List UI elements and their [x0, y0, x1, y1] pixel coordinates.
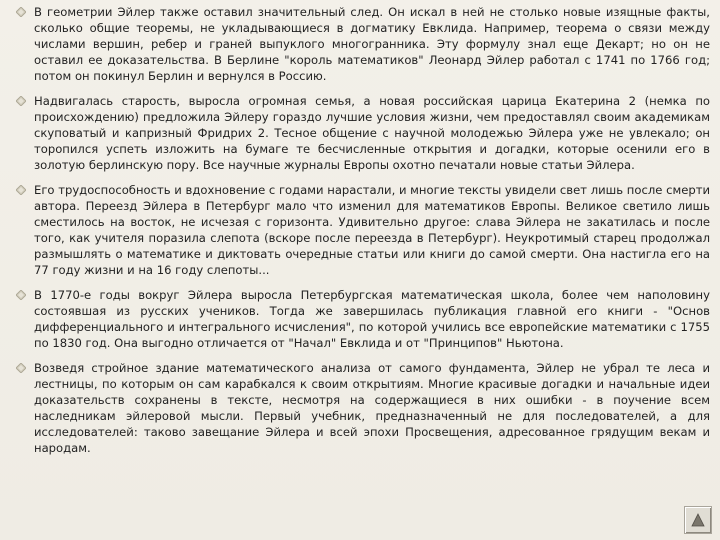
bullet-text: В геометрии Эйлер также оставил значительный след. Он искал в ней не столько новые изящные факты, сколько общие теоремы, не укладывающиеся в догматику Евклида. Например, теорема о связи между числами вершин, ребер и граней выпуклого многогранника. Эту формулу знал еще Декарт; но он не оставил ее доказательства. В Берлине "король математиков" Леонард Эйлер работал с 1741 по 1766 год; потом он покинул Берлин и вернулся в Россию.	[34, 5, 710, 83]
bullet-item	[14, 93, 710, 173]
bullet-text: Надвигалась старость, выросла огромная семья, а новая российская царица Екатерина 2 (немка по происхождению) предложила Эйлеру гораздо лучшие условия жизни, чем предоставлял своим академикам скуповатый и капризный Фридрих 2. Тесное общение с научной молодежью Эйлера уже не увлекало; он торопился успеть изложить на бумаге те бесчисленные открытия и догадки, которые осенили его в золотую берлинскую пору. Все научные журналы Европы охотно печатали новые статьи Эйлера.	[34, 94, 710, 172]
home-triangle-icon	[690, 512, 706, 528]
bullet-text: Возведя стройное здание математического анализа от самого фундамента, Эйлер не убрал те леса и лестницы, по которым он сам карабкался к своим открытиям. Многие красивые догадки и начальные идеи доказательств сохранены в тексте, несмотря на содержащиеся в них ошибки - в поучение всем наследникам эйлеровой мысли. Первый учебник, предназначенный не для последователей, а для исследователей: таково завещание Эйлера и всей эпохи Просвещения, адресованное грядущим векам и народам.	[34, 361, 710, 455]
bullet-item	[14, 360, 710, 456]
diamond-bullet-icon	[16, 96, 26, 106]
diamond-bullet-icon	[16, 290, 26, 300]
diamond-bullet-icon	[16, 7, 26, 17]
bullet-item	[14, 182, 710, 278]
diamond-bullet-icon	[16, 363, 26, 373]
bullet-text: В 1770-е годы вокруг Эйлера выросла Петербургская математическая школа, более чем наполовину состоявшая из русских учеников. Тогда же завершилась публикация главной его книги - "Основ дифференциального и интегрального исчисления", по которой учились все европейские математики с 1755 по 1830 год. Она выгодно отличается от "Начал" Евклида и от "Принципов" Ньютона.	[34, 288, 710, 350]
diamond-bullet-icon	[16, 185, 26, 195]
bullet-item	[14, 4, 710, 84]
bullet-item	[14, 287, 710, 351]
bullet-list	[14, 4, 710, 465]
bullet-text: Его трудоспособность и вдохновение с годами нарастали, и многие тексты увидели свет лишь после смерти автора. Переезд Эйлера в Петербург мало что изменил для математиков Европы. Великое светило лишь сместилось на восток, не исчезая с горизонта. Удивительно другое: слава Эйлера не закатилась и после того, как учителя поразила слепота (вскоре после переезда в Петербург). Неукротимый старец продолжал размышлять о математике и диктовать очередные статьи или книги до самой смерти. Она настигла его на 77 году жизни и на 16 году слепоты...	[34, 183, 710, 277]
home-nav-button[interactable]	[684, 506, 712, 534]
